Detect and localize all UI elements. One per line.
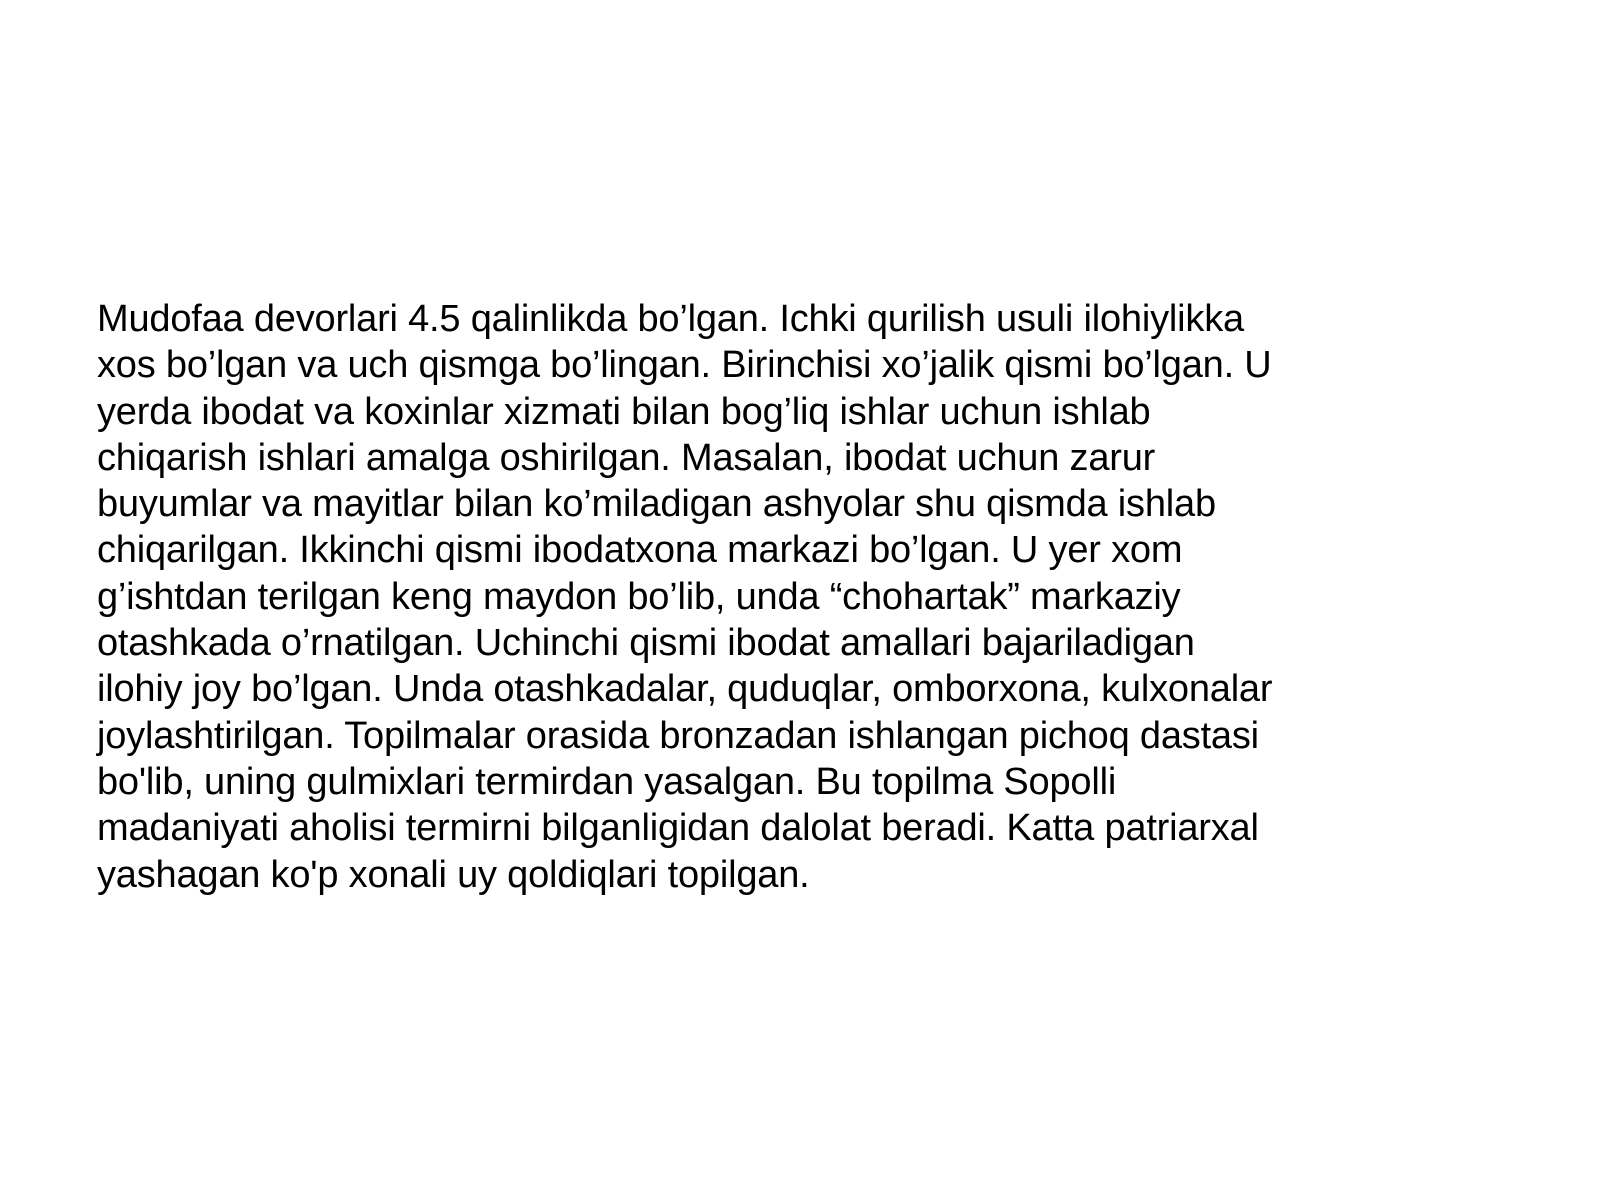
text-line: bo'lib, uning gulmixlari termirdan yasalgan. Bu topilma Sopolli: [97, 760, 1117, 803]
text-line: yerda ibodat va koxinlar xizmati bilan bog’liq ishlar uchun ishlab: [97, 390, 1151, 433]
text-line: joylashtirilgan. Topilmalar orasida bronzadan ishlangan pichoq dastasi: [97, 714, 1259, 757]
body-text: [97, 296, 1517, 898]
text-line: g’ishtdan terilgan keng maydon bo’lib, unda “chohartak” markaziy: [97, 575, 1181, 618]
text-line: yashagan ko'p xonali uy qoldiqlari topilgan.: [97, 853, 810, 896]
text-line: madaniyati aholisi termirni bilganligidan dalolat beradi. Katta patriarxal: [97, 807, 1259, 850]
text-line: ilohiy joy bo’lgan. Unda otashkadalar, quduqlar, omborxona, kulxonalar: [97, 668, 1273, 711]
text-line: chiqarish ishlari amalga oshirilgan. Masalan, ibodat uchun zarur: [97, 436, 1156, 479]
text-line: otashkada o’rnatilgan. Uchinchi qismi ibodat amallari bajariladigan: [97, 622, 1195, 665]
text-line: chiqarilgan. Ikkinchi qismi ibodatxona markazi bo’lgan. U yer xom: [97, 529, 1183, 572]
text-line: xos bo’lgan va uch qismga bo’lingan. Birinchisi xo’jalik qismi bo’lgan. U: [97, 344, 1272, 387]
text-line: buyumlar va mayitlar bilan ko’miladigan ashyolar shu qismda ishlab: [97, 483, 1216, 526]
text-line: Mudofaa devorlari 4.5 qalinlikda bo’lgan. Ichki qurilish usuli ilohiylikka: [97, 298, 1244, 340]
